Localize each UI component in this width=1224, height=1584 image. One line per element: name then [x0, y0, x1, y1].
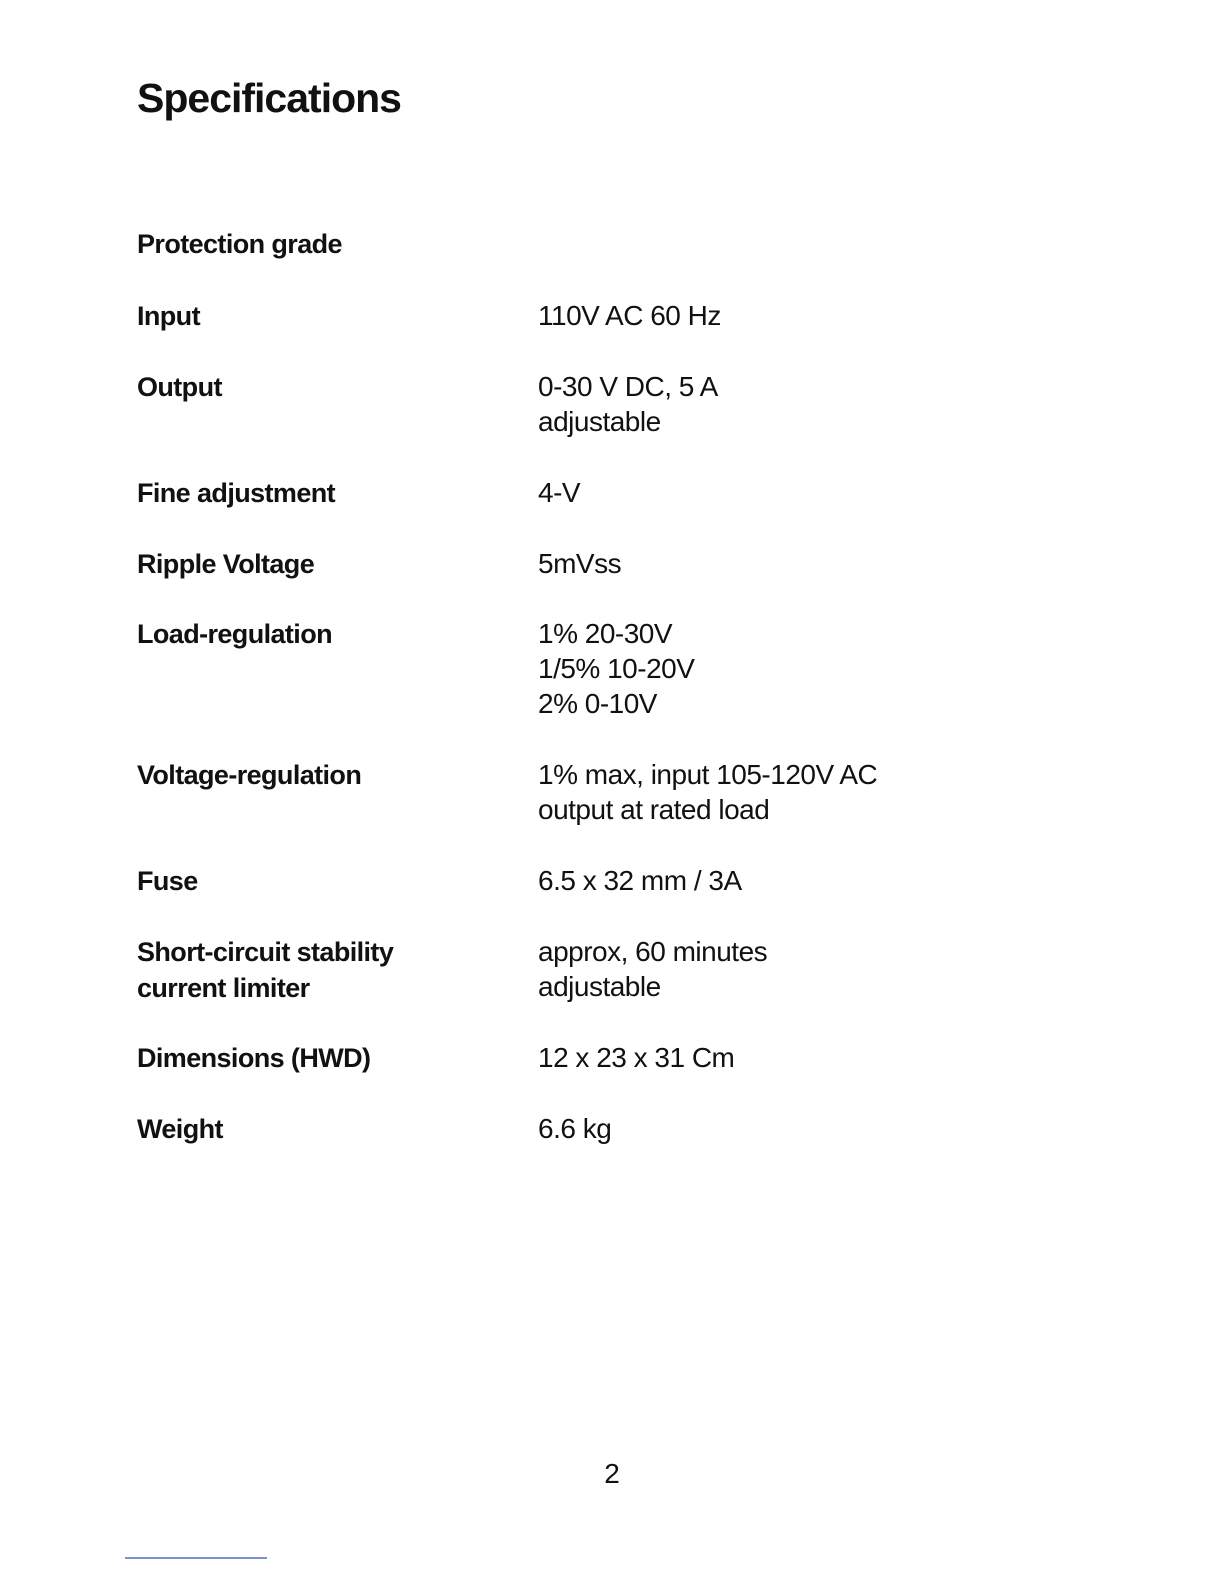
footer-divider — [125, 1557, 267, 1559]
page-title: Specifications — [137, 75, 401, 121]
spec-value: 0-30 V DC, 5 A adjustable — [538, 371, 718, 437]
spec-label: Short-circuit stability current limiter — [137, 937, 394, 1003]
spec-value: 1% 20-30V 1/5% 10-20V 2% 0-10V — [538, 618, 695, 719]
spec-label: Weight — [137, 1114, 223, 1144]
spec-value: 6.6 kg — [538, 1113, 612, 1144]
spec-label: Ripple Voltage — [137, 549, 315, 579]
spec-label: Protection grade — [137, 229, 342, 259]
spec-value: 6.5 x 32 mm / 3A — [538, 865, 742, 896]
spec-label: Voltage-regulation — [137, 760, 362, 790]
spec-value: approx, 60 minutes adjustable — [538, 936, 768, 1002]
spec-value: 110V AC 60 Hz — [538, 300, 721, 331]
spec-value: 12 x 23 x 31 Cm — [538, 1042, 735, 1073]
spec-value: 4-V — [538, 477, 581, 508]
spec-label: Fine adjustment — [137, 478, 336, 508]
spec-label: Load-regulation — [137, 619, 332, 649]
spec-value: 1% max, input 105-120V AC output at rated load — [538, 759, 878, 825]
page-number: 2 — [604, 1458, 620, 1489]
spec-value: 5mVss — [538, 548, 622, 579]
spec-label: Fuse — [137, 866, 198, 896]
spec-label: Output — [137, 372, 222, 402]
spec-label: Input — [137, 301, 200, 331]
spec-label: Dimensions (HWD) — [137, 1043, 371, 1073]
